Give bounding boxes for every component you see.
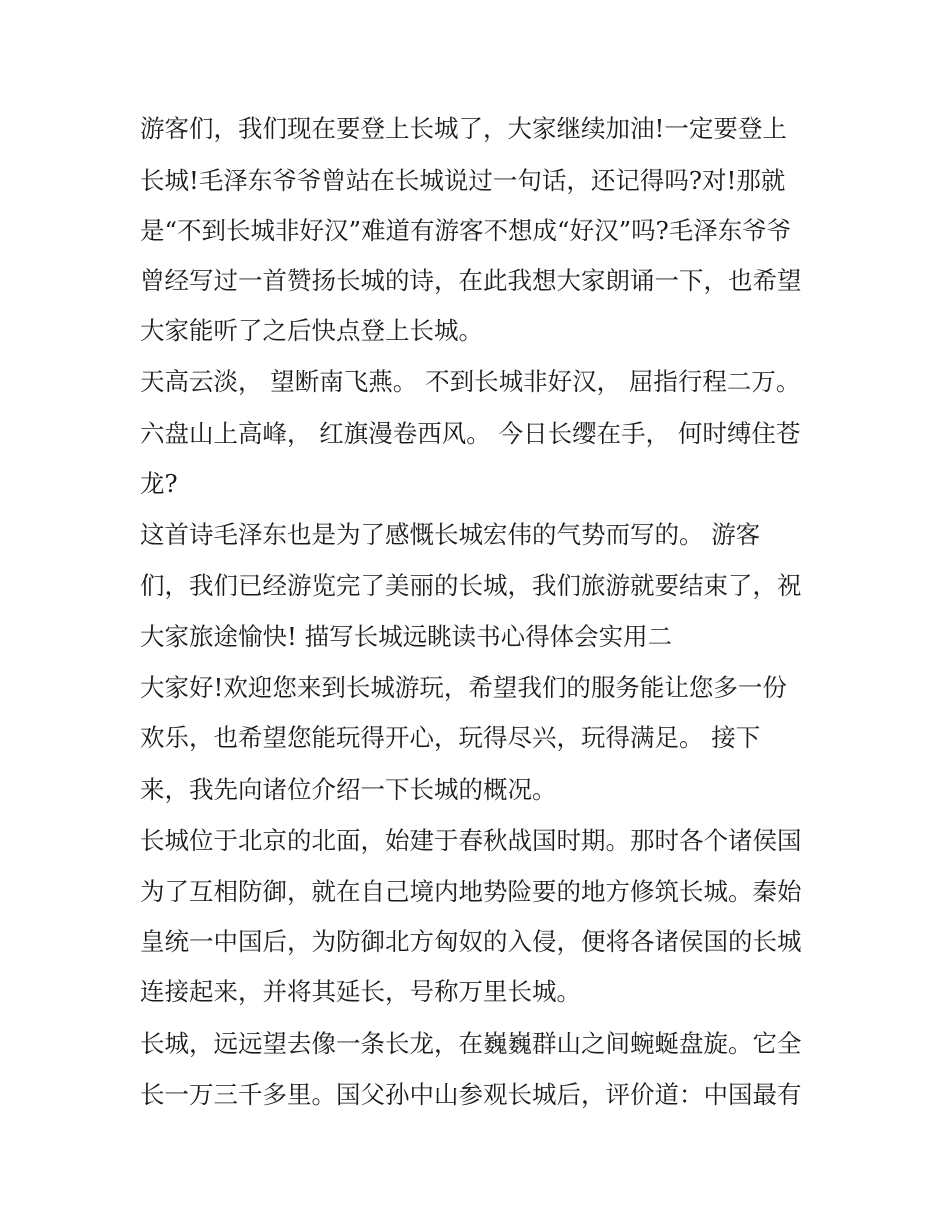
text-line: 来，我先向诸位介绍一下长城的概况。 [140,775,557,804]
text-line: 长城!毛泽东爷爷曾站在长城说过一句话，还记得吗?对!那就 [140,166,786,195]
text-line: 长城，远远望去像一条长龙，在巍巍群山之间蜿蜒盘旋。它全 [140,1029,802,1058]
text-line: 大家旅途愉快! 描写长城远眺读书心得体会实用二 [140,622,673,651]
text-line: 六盘山上高峰， 红旗漫卷西风。 今日长缨在手， 何时缚住苍 [140,419,801,448]
text-line: 欢乐，也希望您能玩得开心，玩得尽兴，玩得满足。 接下 [140,723,761,752]
text-line: 游客们，我们现在要登上长城了，大家继续加油!一定要登上 [140,114,787,143]
text-line: 长一万三千多里。国父孙中山参观长城后，评价道：中国最有 [140,1080,802,1109]
text-line: 这首诗毛泽东也是为了感慨长城宏伟的气势而写的。 游客 [140,520,761,549]
text-line: 大家好!欢迎您来到长城游玩，希望我们的服务能让您多一份 [140,673,787,702]
text-line: 皇统一中国后，为防御北方匈奴的入侵，便将各诸侯国的长城 [140,927,802,956]
text-line: 龙? [140,469,178,498]
text-line: 连接起来，并将其延长，号称万里长城。 [140,977,581,1006]
text-line: 天高云淡， 望断南飞燕。 不到长城非好汉， 屈指行程二万。 [140,367,801,396]
text-line: 是“不到长城非好汉”难道有游客不想成“好汉”吗?毛泽东爷爷 [140,216,792,245]
text-line: 曾经写过一首赞扬长城的诗，在此我想大家朗诵一下，也希望 [140,266,802,295]
text-line: 大家能听了之后快点登上长城。 [140,316,483,345]
text-line: 们，我们已经游览完了美丽的长城，我们旅游就要结束了，祝 [140,571,802,600]
text-line: 长城位于北京的北面，始建于春秋战国时期。那时各个诸侯国 [140,826,802,855]
text-line: 为了互相防御，就在自己境内地势险要的地方修筑长城。秦始 [140,877,802,906]
